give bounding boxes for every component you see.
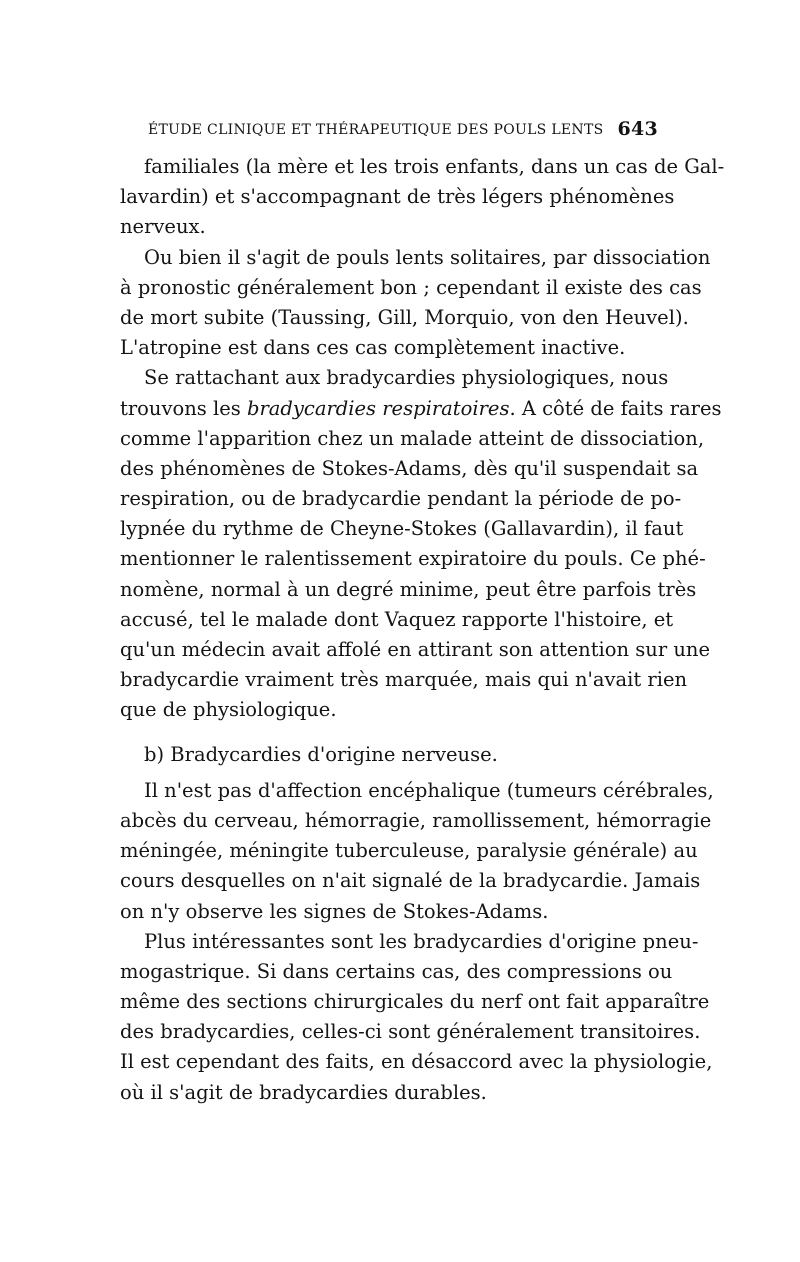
text-line: familiales (la mère et les trois enfants, dans un cas de Gal- <box>144 155 725 178</box>
text-line: cours desquelles on n'ait signalé de la bradycardie. Jamais <box>120 869 701 893</box>
text-line: abcès du cerveau, hémorragie, ramollissement, hémorragie <box>120 808 712 832</box>
running-head <box>148 120 658 144</box>
paragraph <box>120 927 713 1108</box>
text-line: où il s'agit de bradycardies durables. <box>120 1080 487 1104</box>
text-line: lavardin) et s'accompagnant de très légers phénomènes <box>120 185 675 209</box>
text-line: respiration, ou de bradycardie pendant la période de po- <box>120 487 682 511</box>
paragraph <box>120 776 714 927</box>
text-line: comme l'apparition chez un malade atteint de dissociation, <box>120 426 705 450</box>
text-line: trouvons les bradycardies respiratoires. A côté de faits rares <box>120 396 722 420</box>
text-line: bradycardie vraiment très marquée, mais qui n'avait rien <box>120 668 688 692</box>
text-line: méningée, méningite tuberculeuse, paralysie générale) au <box>120 839 698 863</box>
text-line: Il n'est pas d'affection encéphalique (tumeurs cérébrales, <box>144 778 714 802</box>
text-line: nomène, normal à un degré minime, peut être parfois très <box>120 577 697 601</box>
text-line: lypnée du rythme de Cheyne-Stokes (Gallavardin), il faut <box>120 517 684 541</box>
text-line: Il est cependant des faits, en désaccord avec la physiologie, <box>120 1050 713 1074</box>
paragraph <box>120 152 725 243</box>
text-line: que de physiologique. <box>120 698 337 722</box>
text-line: accusé, tel le malade dont Vaquez rapporte l'histoire, et <box>120 607 674 631</box>
text-line: on n'y observe les signes de Stokes-Adams. <box>120 899 549 923</box>
text-line: Ou bien il s'agit de pouls lents solitaires, par dissociation <box>144 245 711 269</box>
text-line: Se rattachant aux bradycardies physiologiques, nous <box>144 366 669 390</box>
page-number: 643 <box>617 118 658 140</box>
text-line: mogastrique. Si dans certains cas, des compressions ou <box>120 959 673 983</box>
text-line: même des sections chirurgicales du nerf ont fait apparaître <box>120 990 710 1014</box>
text-line: mentionner le ralentissement expiratoire du pouls. Ce phé- <box>120 547 706 571</box>
text-line: L'atropine est dans ces cas complètement inactive. <box>120 336 626 360</box>
section-heading: b) Bradycardies d'origine nerveuse. <box>144 742 498 766</box>
section-gap <box>120 726 652 740</box>
text-line: qu'un médecin avait affolé en attirant son attention sur une <box>120 638 711 661</box>
body-text <box>120 152 725 1108</box>
text-line: des phénomènes de Stokes-Adams, dès qu'il suspendait sa <box>120 456 699 480</box>
text-line: à pronostic généralement bon ; cependant il existe des cas <box>120 275 702 299</box>
paragraph <box>120 243 711 364</box>
text-line: nerveux. <box>120 215 206 239</box>
text-line: Plus intéressantes sont les bradycardies d'origine pneu- <box>144 929 699 953</box>
paragraph <box>120 363 722 725</box>
text-line: de mort subite (Taussing, Gill, Morquio, von den Heuvel). <box>120 305 689 329</box>
running-head-title: ÉTUDE CLINIQUE ET THÉRAPEUTIQUE DES POULS LENTS <box>148 122 604 138</box>
text-line: des bradycardies, celles-ci sont généralement transitoires. <box>120 1020 701 1044</box>
